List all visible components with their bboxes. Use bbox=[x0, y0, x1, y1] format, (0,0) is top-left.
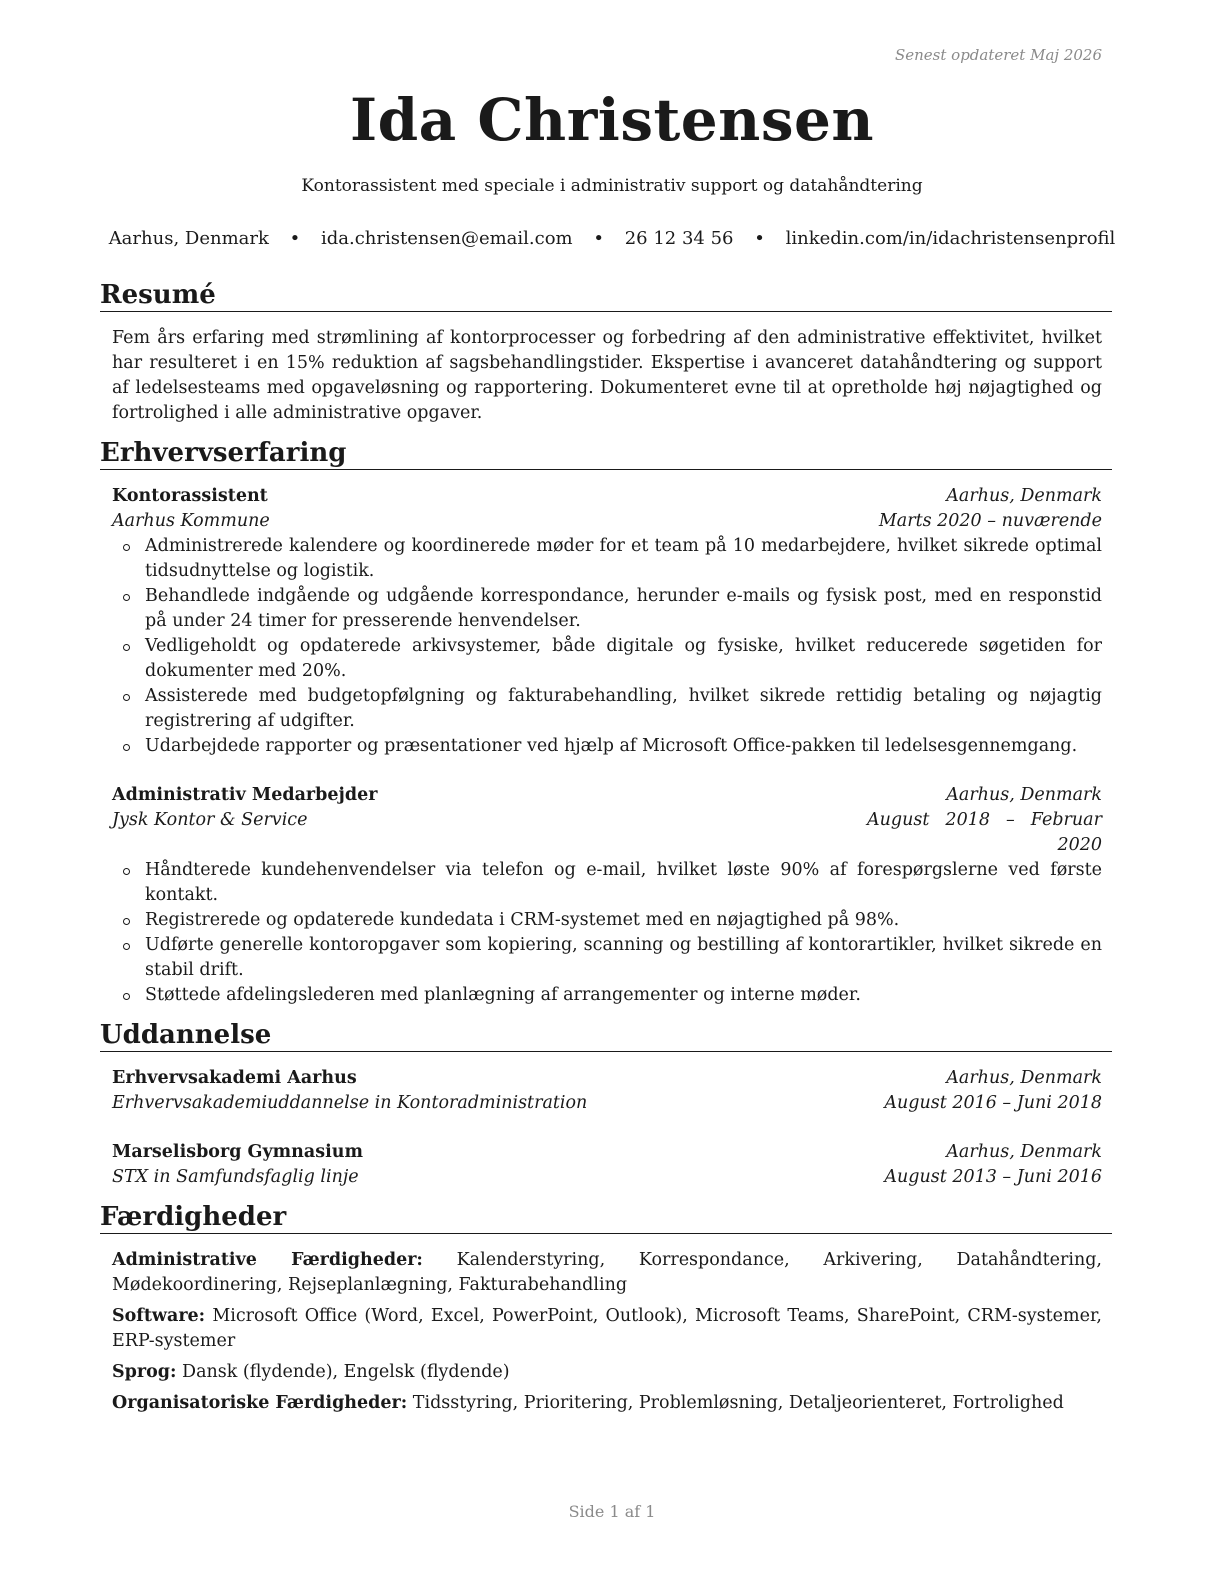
skill-category: Sprog: bbox=[112, 1362, 177, 1382]
education-entry bbox=[100, 1066, 1112, 1116]
section-title-experience: Erhvervserfaring bbox=[100, 438, 1112, 470]
job-bullets bbox=[112, 534, 1102, 759]
list-item: Vedligeholdt og opdaterede arkivsystemer, både digitale og fysiske, hvilket reducerede søgetiden for dokumenter med 20%. bbox=[112, 634, 1102, 684]
job-bullets bbox=[112, 858, 1102, 1008]
skill-line bbox=[100, 1360, 1112, 1385]
education-entry bbox=[100, 1140, 1112, 1190]
skill-values: Kalenderstyring, Korrespondance, Arkivering, Datahåndtering, Mødekoordinering, Rejseplanlægning, Fakturabehandling bbox=[112, 1250, 1102, 1295]
list-item: Registrerede og opdaterede kundedata i CRM-systemet med en nøjagtighed på 98%. bbox=[112, 908, 1102, 933]
job-entry bbox=[100, 783, 1112, 1008]
education-dates: August 2013 – Juni 2016 bbox=[884, 1167, 1102, 1187]
contact-email[interactable]: ida.christensen@email.com bbox=[320, 228, 573, 249]
experience-section bbox=[100, 438, 1112, 1008]
degree: STX in Samfundsfaglig linje bbox=[112, 1167, 359, 1187]
skill-values: Microsoft Office (Word, Excel, PowerPoint, Outlook), Microsoft Teams, SharePoint, CRM-systemer, ERP-systemer bbox=[112, 1306, 1102, 1351]
contact-line bbox=[0, 228, 1224, 249]
list-item: Støttede afdelingslederen med planlægning af arrangementer og interne møder. bbox=[112, 983, 1102, 1008]
list-item: Behandlede indgående og udgående korrespondance, herunder e-mails og fysisk post, med en responstid på under 24 timer for presserende henvendelser. bbox=[112, 584, 1102, 634]
bullet-separator: • bbox=[289, 228, 301, 249]
list-item: Udarbejdede rapporter og præsentationer ved hjælp af Microsoft Office-pakken til ledelsesgennemgang. bbox=[112, 734, 1102, 759]
job-company: Aarhus Kommune bbox=[112, 511, 270, 531]
section-title-skills: Færdigheder bbox=[100, 1202, 1112, 1234]
section-title-education: Uddannelse bbox=[100, 1020, 1112, 1052]
bullet-separator: • bbox=[754, 228, 765, 249]
list-item: Udførte generelle kontoropgaver som kopiering, scanning og bestilling af kontorartikler, hvilket sikrede en stabil drift. bbox=[112, 933, 1102, 983]
job-location: Aarhus, Denmark bbox=[946, 785, 1102, 805]
school-name: Erhvervsakademi Aarhus bbox=[112, 1068, 357, 1088]
education-section bbox=[100, 1020, 1112, 1190]
list-item: Administrerede kalendere og koordinerede møder for et team på 10 medarbejdere, hvilket sikrede optimal tidsudnyttelse og logistik. bbox=[112, 534, 1102, 584]
skill-category: Administrative Færdigheder: bbox=[112, 1250, 423, 1270]
job-dates: August 2018 – Februar 2020 bbox=[867, 810, 1102, 855]
job-company: Jysk Kontor & Service bbox=[112, 810, 308, 830]
job-dates: Marts 2020 – nuværende bbox=[878, 511, 1102, 531]
page-number: Side 1 af 1 bbox=[568, 1502, 656, 1521]
skill-values: Tidsstyring, Prioritering, Problemløsning, Detaljeorienteret, Fortrolighed bbox=[412, 1393, 1064, 1413]
school-name: Marselisborg Gymnasium bbox=[112, 1142, 363, 1162]
section-title-summary: Resumé bbox=[100, 280, 1112, 312]
list-item: Assisterede med budgetopfølgning og fakturabehandling, hvilket sikrede rettidig betaling og nøjagtig registrering af udgifter. bbox=[112, 684, 1102, 734]
contact-linkedin[interactable]: linkedin.com/in/idachristensenprofil bbox=[785, 228, 1116, 249]
tagline: Kontorassistent med speciale i administrativ support og datahåndtering bbox=[301, 176, 923, 196]
skill-line bbox=[100, 1391, 1112, 1416]
job-location: Aarhus, Denmark bbox=[946, 486, 1102, 506]
school-location: Aarhus, Denmark bbox=[946, 1068, 1102, 1088]
job-role: Kontorassistent bbox=[112, 486, 268, 506]
skills-section bbox=[100, 1202, 1112, 1416]
summary-section bbox=[100, 280, 1112, 426]
contact-phone: 26 12 34 56 bbox=[624, 228, 734, 249]
candidate-name: Ida Christensen bbox=[349, 86, 875, 154]
skill-category: Software: bbox=[112, 1306, 206, 1326]
job-entry bbox=[100, 484, 1112, 759]
list-item: Håndterede kundehenvendelser via telefon og e-mail, hvilket løste 90% af forespørgslerne ved første kontakt. bbox=[112, 858, 1102, 908]
last-updated: Senest opdateret Maj 2026 bbox=[894, 46, 1102, 64]
summary-text: Fem års erfaring med strømlining af kontorprocesser og forbedring af den administrative effektivitet, hvilket har resulteret i en 15% reduktion af sagsbehandlingstider. Ekspertise i avanceret datahåndtering og support af ledelsesteams med opgaveløsning og rapportering. Dokumenteret evne til at opretholde høj nøjagtighed og fortrolighed i alle administrative opgaver. bbox=[112, 328, 1102, 423]
bullet-separator: • bbox=[593, 228, 604, 249]
skill-values: Dansk (flydende), Engelsk (flydende) bbox=[182, 1362, 510, 1382]
job-role: Administrativ Medarbejder bbox=[112, 785, 378, 805]
skill-line bbox=[100, 1304, 1112, 1354]
contact-location: Aarhus, Denmark bbox=[108, 228, 269, 249]
degree: Erhvervsakademiuddannelse in Kontoradministration bbox=[112, 1093, 588, 1113]
resume-body bbox=[100, 280, 1112, 1428]
skill-category: Organisatoriske Færdigheder: bbox=[112, 1393, 408, 1413]
school-location: Aarhus, Denmark bbox=[946, 1142, 1102, 1162]
skill-line bbox=[100, 1248, 1112, 1298]
education-dates: August 2016 – Juni 2018 bbox=[884, 1093, 1102, 1113]
